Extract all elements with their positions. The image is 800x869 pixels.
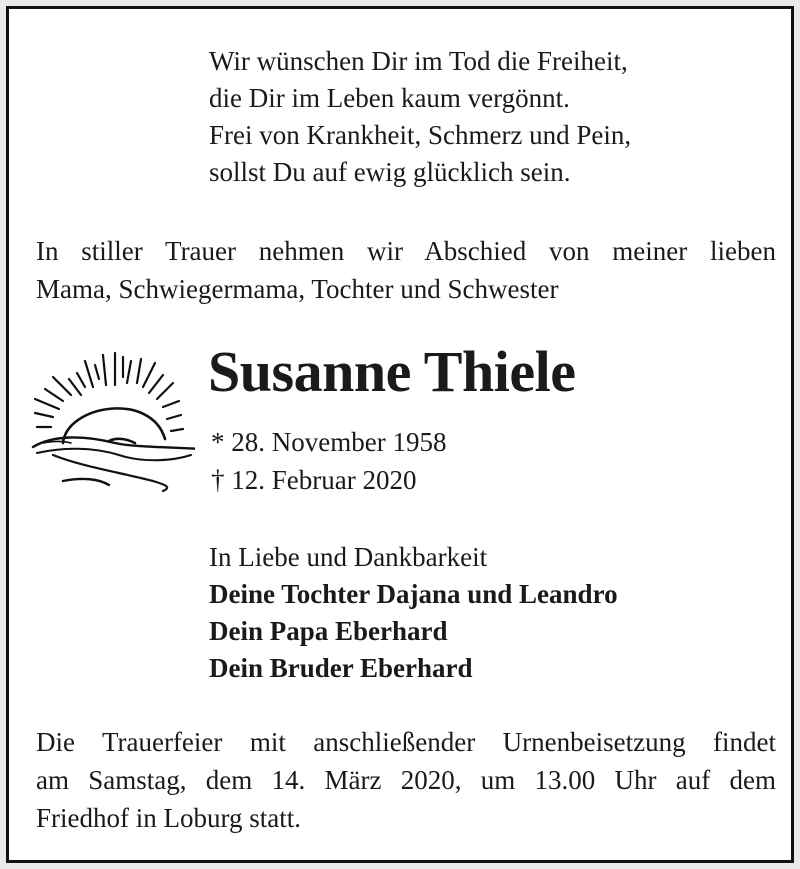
poem-line: Frei von Krankheit, Schmerz und Pein, (209, 120, 632, 150)
mourner-name: Deine Tochter Dajana und Leandro (209, 579, 618, 609)
poem-line: sollst Du auf ewig glücklich sein. (209, 157, 571, 187)
intro-line: In stiller Trauer nehmen wir Abschied von meiner lieben (36, 236, 776, 266)
sunset-over-hills-icon (23, 343, 195, 495)
mourner-name: Dein Papa Eberhard (209, 616, 448, 646)
poem-line: die Dir im Leben kaum vergönnt. (209, 83, 570, 113)
funeral-details (36, 723, 776, 837)
deceased-name: Susanne Thiele (208, 339, 576, 404)
ceremony-line: Friedhof in Loburg statt. (36, 803, 301, 833)
ceremony-line: Die Trauerfeier mit anschließender Urnenbeisetzung findet (36, 727, 776, 757)
birth-date: * 28. November 1958 (211, 427, 447, 457)
mourners-greeting: In Liebe und Dankbarkeit (209, 542, 488, 572)
life-dates (211, 423, 446, 499)
death-date: † 12. Februar 2020 (211, 465, 417, 495)
obituary-notice (6, 6, 794, 863)
memorial-poem (209, 43, 631, 191)
intro-line: Mama, Schwiegermama, Tochter und Schwester (36, 274, 559, 304)
ceremony-line: am Samstag, dem 14. März 2020, um 13.00 Uhr auf dem (36, 765, 776, 795)
mourner-name: Dein Bruder Eberhard (209, 653, 473, 683)
poem-line: Wir wünschen Dir im Tod die Freiheit, (209, 46, 628, 76)
mourners-block (209, 539, 618, 687)
mourning-intro (36, 232, 776, 308)
